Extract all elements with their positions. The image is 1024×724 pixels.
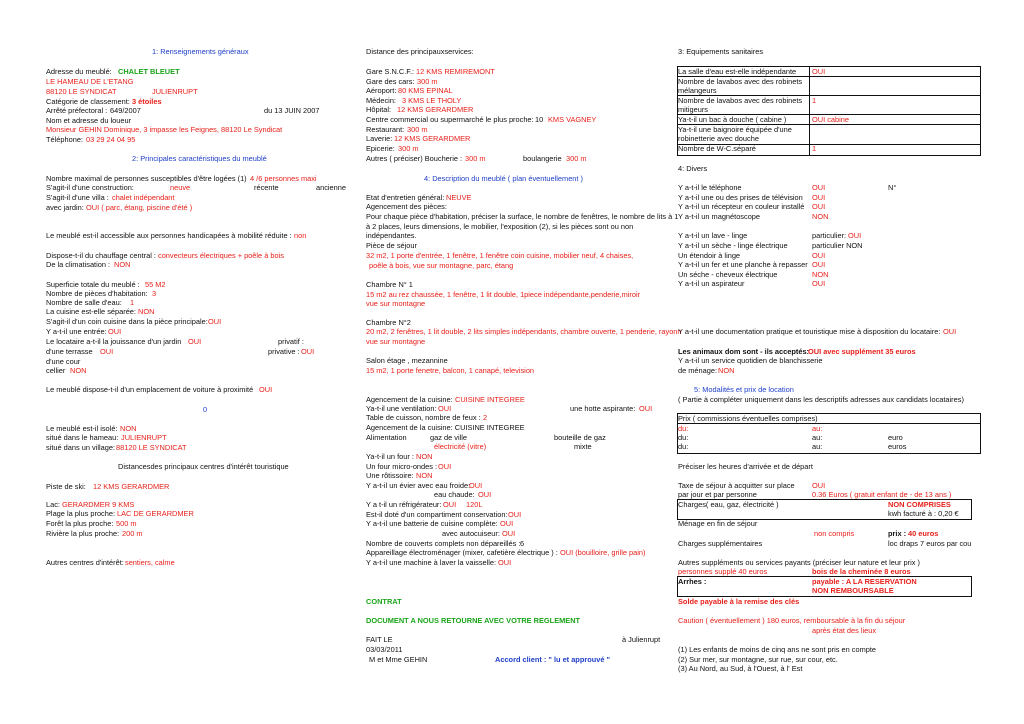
cleaning-value: NON bbox=[718, 366, 735, 375]
villa-label: S'agit-il d'une villa : bbox=[46, 193, 109, 202]
extra-person: personnes supplé 40 euros bbox=[678, 567, 768, 576]
hospital-label: Hôpital: bbox=[366, 105, 392, 114]
freezer-label: Est-il doté d'un compartiment conservation: bbox=[366, 510, 508, 519]
garden-value: OUI ( parc, étang, piscine d'été ) bbox=[86, 203, 193, 212]
not-included: non compris bbox=[814, 529, 855, 538]
footnote-2: (2) Sur mer, sur montagne, sur rue, sur cour, etc. bbox=[678, 655, 838, 664]
instructions-line-1: Pour chaque pièce d'habitation, préciser la surface, le nombre de fenêtres, le nombre de lits à 1 bbox=[366, 212, 679, 221]
vacuum-label: Y a-t-il un aspirateur bbox=[678, 279, 745, 288]
postal-code: 88120 LE SYNDICAT bbox=[46, 87, 117, 96]
hot-water-label: eau chaude: bbox=[434, 490, 475, 499]
kitchen-separate-label: La cuisine est-elle séparée: bbox=[46, 307, 136, 316]
fridge-value: OUI bbox=[443, 500, 457, 509]
kitchen-layout-2: Agencement de la cuisine: CUISINE INTEGREE bbox=[366, 423, 525, 432]
construction-neuve: neuve bbox=[170, 183, 191, 192]
lake-value: GERARDMER 9 KMS bbox=[62, 500, 135, 509]
instructions-line-2: à 2 places, leurs dimensions, le mobilier, l'exposition (2), si les pièces sont ou non bbox=[366, 222, 634, 231]
owner-names: M et Mme GEHIN bbox=[369, 655, 428, 664]
other-supplements-label: Autres suppléments ou services payants (préciser leur nature et leur prix ) bbox=[678, 558, 920, 567]
laundry-service-label: Y a-t-il un service quotidien de blanchisserie bbox=[678, 356, 823, 365]
ski-value: 12 KMS GERARDMER bbox=[93, 482, 170, 491]
per-person-value: 0.36 Euros ( gratuit enfant de - de 13 ans ) bbox=[812, 490, 952, 499]
documentation-value: OUI bbox=[943, 327, 957, 336]
bus-label: Gare des cars: bbox=[366, 77, 415, 86]
sink-value: OUI bbox=[469, 481, 483, 490]
cleaning-price-label: prix : bbox=[888, 529, 907, 538]
sanitary-row-label: Nombre de lavabos avec des robinets bbox=[678, 77, 803, 86]
instructions-line-3: indépendantes. bbox=[366, 231, 417, 240]
services-distance-title: Distance des principauxservices: bbox=[366, 47, 474, 56]
owner-label: Nom et adresse du loueur bbox=[46, 116, 132, 125]
rotisserie-label: Une rôtissoire: bbox=[366, 471, 414, 480]
tv-plug-label: Y a-t-il une ou des prises de télévision bbox=[678, 193, 803, 202]
living-room-desc-2: poêle à bois, vue sur montagne, parc, étang bbox=[369, 261, 514, 270]
bathrooms-label: Nombre de salle d'eau: bbox=[46, 298, 122, 307]
city-gas: gaz de ville bbox=[430, 433, 467, 442]
heating-value: convecteurs électriques + poêle à bois bbox=[158, 251, 284, 260]
butcher-value: 300 m bbox=[465, 154, 486, 163]
grocery-label: Epicerie: bbox=[366, 144, 395, 153]
sanitary-row-label: Nombre de W-C.séparé bbox=[678, 144, 756, 153]
price-from-1: du: bbox=[678, 424, 689, 433]
village-label: situé dans un village: bbox=[46, 443, 116, 452]
bathrooms-value: 1 bbox=[130, 298, 135, 307]
restaurant-value: 300 m bbox=[407, 125, 428, 134]
stove-value: 2 bbox=[483, 413, 488, 422]
non-refundable: NON REMBOURSABLE bbox=[812, 586, 894, 595]
section-5-title: 5: Modalités et prix de location bbox=[694, 385, 794, 394]
villa-value: chalet indépendant bbox=[112, 193, 175, 202]
per-person-label: par jour et par personne bbox=[678, 490, 757, 499]
isolated-label: Le meublé est-il isolé: bbox=[46, 424, 118, 433]
appliances-value: OUI (bouilloire, grille pain) bbox=[560, 548, 646, 557]
dryer-label: Y a-t-il un sèche - linge électrique bbox=[678, 241, 788, 250]
balance-due: Solde payable à la remise des clés bbox=[678, 597, 800, 606]
village-value: 88120 LE SYNDICAT bbox=[116, 443, 187, 452]
tv-value: OUI bbox=[812, 202, 826, 211]
beach-value: LAC DE GERARDMER bbox=[117, 509, 194, 518]
footnote-1: (1) Les enfants de moins de cinq ans ne sont pris en compte bbox=[678, 645, 877, 654]
tourist-distances-title: Distancesdes principaux centres d'intérêt touristique bbox=[118, 462, 289, 471]
grocery-value: 300 m bbox=[398, 144, 419, 153]
sanitary-row-value: OUI bbox=[812, 67, 826, 76]
river-label: Rivière la plus proche: bbox=[46, 529, 120, 538]
washer-value: OUI bbox=[848, 231, 862, 240]
lounge-desc: 15 m2, 1 porte fenetre, balcon, 1 canapé, television bbox=[366, 366, 535, 375]
garden-label: avec jardin: bbox=[46, 203, 84, 212]
price-from-3: du: bbox=[678, 442, 689, 451]
after-inspection: après état des lieux bbox=[812, 626, 877, 635]
cellar-label: cellier bbox=[46, 366, 66, 375]
cleaning-label: de ménage: bbox=[678, 366, 718, 375]
doctor-label: Médecin: bbox=[366, 96, 396, 105]
shopping-distance: 10 bbox=[535, 115, 544, 124]
phone-number-label: N° bbox=[888, 183, 897, 192]
cutlery-label: Nombre de couverts complets non dépareillés : bbox=[366, 539, 521, 548]
capacity-value: 4 /6 personnes maxi bbox=[250, 174, 317, 183]
surface-value: 55 M2 bbox=[145, 280, 166, 289]
fridge-label: Y a t-il un réfrigérateur: bbox=[366, 500, 442, 509]
kitchen-separate-value: NON bbox=[138, 307, 155, 316]
hood-value: OUI bbox=[639, 404, 653, 413]
firewood: bois de la cheminée 8 euros bbox=[812, 567, 911, 576]
charges-value: NON COMPRISES bbox=[888, 500, 951, 509]
category-label: Catégorie de classement: bbox=[46, 97, 130, 106]
hairdryer-label: Un séche - cheveux électrique bbox=[678, 270, 778, 279]
sanitary-row-label: Ya-t-il une baignoire équipée d'une bbox=[678, 125, 792, 134]
construction-recente: récente bbox=[254, 183, 279, 192]
heating-label: Dispose-t-il du chauffage central : bbox=[46, 251, 156, 260]
isolated-value: NON bbox=[120, 424, 137, 433]
address-name: CHALET BLEUET bbox=[118, 67, 180, 76]
price-from-2: du: bbox=[678, 433, 689, 442]
tv-plug-value: OUI bbox=[812, 193, 826, 202]
phone-value: OUI bbox=[812, 183, 826, 192]
lake-label: Lac: bbox=[46, 500, 60, 509]
ac-label: De la climatisation : bbox=[46, 260, 111, 269]
address-label: Adresse du meublé: bbox=[46, 67, 112, 76]
extra-charges-value: loc draps 7 euros par cou bbox=[888, 539, 972, 548]
microwave-label: Un four micro-ondes : bbox=[366, 462, 438, 471]
sanitary-row-label: mitigeurs bbox=[678, 105, 708, 114]
section-5-subtitle: ( Partie à compléter uniquement dans les descriptifs adresses aux candidats locataires) bbox=[678, 395, 964, 404]
construction-label: S'agit-il d'une construction: bbox=[46, 183, 134, 192]
pets-label: Les animaux dom sont - ils acceptés: bbox=[678, 347, 810, 356]
microwave-value: OUI bbox=[438, 462, 452, 471]
forest-value: 500 m bbox=[116, 519, 137, 528]
sanitary-row-label: Nombre de lavabos avec des robinets bbox=[678, 96, 803, 105]
price-label: Prix ( commissions éventuelles comprises) bbox=[678, 414, 818, 423]
lounge-label: Salon étage , mezannine bbox=[366, 356, 448, 365]
condition-value: NEUVE bbox=[446, 193, 472, 202]
living-room-label: Pièce de séjour bbox=[366, 241, 417, 250]
documentation-label: Y a-t-il une documentation pratique et touristique mise à disposition du locataire: bbox=[678, 327, 941, 336]
section-1-title: 1: Renseignements généraux bbox=[152, 47, 249, 56]
sink-label: Y a-t-il un évier avec eau froide: bbox=[366, 481, 471, 490]
hood-label: une hotte aspirante: bbox=[570, 404, 636, 413]
kitchen-corner-value: OUI bbox=[208, 317, 222, 326]
terrace-label: d'une terrasse bbox=[46, 347, 93, 356]
contract-title: CONTRAT bbox=[366, 597, 402, 606]
kitchen-layout-label: Agencement de la cuisine: bbox=[366, 395, 453, 404]
hospital-value: 12 KMS GERARDMER bbox=[397, 105, 474, 114]
pressure-cooker-value: OUI bbox=[502, 529, 516, 538]
kitchen-layout-value: CUISINE INTEGREE bbox=[455, 395, 525, 404]
category-value: 3 étoiles bbox=[132, 97, 162, 106]
electricity: électricité (vitre) bbox=[434, 442, 487, 451]
shopping-value: KMS VAGNEY bbox=[548, 115, 597, 124]
other-interests-value: sentiers, calme bbox=[125, 558, 175, 567]
dishwasher-label: Y a-t-il une machine à laver la vaisselle: bbox=[366, 558, 497, 567]
oven-label: Ya-t-il un four : bbox=[366, 452, 414, 461]
clothesline-label: Un étendoir à linge bbox=[678, 251, 741, 260]
appliances-label: Appareillage électroménager (mixer, cafetière électrique ) : bbox=[366, 548, 558, 557]
butcher-label: Autres ( préciser) Boucherie : bbox=[366, 154, 463, 163]
cellar-value: NON bbox=[70, 366, 87, 375]
bedroom-1-desc-1: 15 m2 au rez chaussée, 1 fenêtre, 1 lit double, 1piece indépendante,penderie,miroir bbox=[366, 290, 641, 299]
airport-label: Aéroport: bbox=[366, 86, 397, 95]
handicap-label: Le meublé est-il accessible aux personnes handicapées à mobilité réduite : bbox=[46, 231, 292, 240]
living-room-desc-1: 32 m2, 1 porte d'entrée, 1 fenêtre, 1 fenêtre coin cuisine, mobilier neuf, 4 chaises, bbox=[366, 251, 634, 260]
tourist-tax-value: OUI bbox=[812, 481, 826, 490]
bakery-value: 300 m bbox=[566, 154, 587, 163]
restaurant-label: Restaurant: bbox=[366, 125, 405, 134]
yard-label: d'une cour bbox=[46, 357, 81, 366]
oven-value: NON bbox=[416, 452, 433, 461]
parking-label: Le meublé dispose-t-il d'un emplacement de voiture à proximité bbox=[46, 385, 254, 394]
section-4-misc-title: 4: Divers bbox=[678, 164, 708, 173]
parking-value: OUI bbox=[259, 385, 273, 394]
cutlery-value: 6 bbox=[520, 539, 525, 548]
ventilation-label: Ya-t-il une ventilation: bbox=[366, 404, 437, 413]
laundry-label: Laverie: bbox=[366, 134, 393, 143]
bedroom-2-desc-1: 20 m2, 2 fenêtres, 1 lit double, 2 lits simples indépendants, chambre ouverte, 1 penderie, rayonn bbox=[366, 327, 682, 336]
bakery-label: boulangerie bbox=[523, 154, 562, 163]
section-4-title: 4: Description du meublé ( plan éventuellement ) bbox=[424, 174, 583, 183]
phone-value: 03 29 24 04 95 bbox=[86, 135, 136, 144]
cookware-label: Y a-t-il une batterie de cuisine complète: bbox=[366, 519, 498, 528]
beach-label: Plage la plus proche: bbox=[46, 509, 116, 518]
washer-label: Y a-t-il un lave - linge bbox=[678, 231, 748, 240]
section-2-title: 2: Principales caractéristiques du meublé bbox=[132, 154, 267, 163]
signed-date: 03/03/2011 bbox=[366, 645, 403, 654]
sanitary-row-label: Ya-t-il un bac à douche ( cabine ) bbox=[678, 115, 787, 124]
deposit-value: payable : A LA RESERVATION bbox=[812, 577, 917, 586]
bedroom-1-desc-2: vue sur montagne bbox=[366, 299, 426, 308]
freezer-value: OUI bbox=[508, 510, 522, 519]
tourist-tax-label: Taxe de séjour à acquitter sur place bbox=[678, 481, 795, 490]
dishwasher-value: OUI bbox=[498, 558, 512, 567]
pets-value: OUI avec supplément 35 euros bbox=[808, 347, 916, 356]
entrance-label: Y a-t-il une entrée: bbox=[46, 327, 107, 336]
extra-charges-label: Charges supplémentaires bbox=[678, 539, 763, 548]
kitchen-corner-label: S'agit-il d'un coin cuisine dans la pièce principale: bbox=[46, 317, 208, 326]
vcr-label: Y a-t-il un magnétoscope bbox=[678, 212, 761, 221]
construction-ancienne: ancienne bbox=[316, 183, 346, 192]
price-to-1: au: bbox=[812, 424, 823, 433]
capacity-label: Nombre maximal de personnes susceptibles d'être logées (1) bbox=[46, 174, 247, 183]
handicap-value: non bbox=[294, 231, 307, 240]
vcr-value: NON bbox=[812, 212, 829, 221]
sanitary-row-label: mélangeurs bbox=[678, 86, 717, 95]
price-currency-2: euro bbox=[888, 433, 903, 442]
bedroom-2-desc-2: vue sur montagne bbox=[366, 337, 426, 346]
garden-use-label: Le locataire a-t-il la jouissance d'un jardin bbox=[46, 337, 182, 346]
bus-value: 300 m bbox=[417, 77, 438, 86]
private-label: privatif : bbox=[278, 337, 304, 346]
private-terrace-label: privative : bbox=[268, 347, 300, 356]
train-value: 12 KMS REMIREMONT bbox=[416, 67, 495, 76]
garden-use-value: OUI bbox=[188, 337, 202, 346]
washer-private-label: particulier: bbox=[812, 231, 847, 240]
mixed: mixte bbox=[574, 442, 592, 451]
entrance-value: OUI bbox=[108, 327, 122, 336]
kwh-price: kwh facturé à : 0,20 € bbox=[888, 509, 959, 518]
stove-label: Table de cuisson, nombre de feux : bbox=[366, 413, 481, 422]
footnote-3: (3) Au Nord, au Sud, à l'Ouest, à l' Est bbox=[678, 664, 803, 673]
bottled-gas: bouteille de gaz bbox=[554, 433, 606, 442]
train-label: Gare S.N.C.F.: bbox=[366, 67, 415, 76]
sanitary-row-label: La salle d'eau est-elle indépendante bbox=[678, 67, 797, 76]
cleaning-price-value: 40 euros bbox=[908, 529, 939, 538]
hamlet-label: situé dans le hameau: bbox=[46, 433, 119, 442]
doctor-value: 3 KMS LE THOLY bbox=[402, 96, 462, 105]
sanitary-row-value: OUI cabine bbox=[812, 115, 849, 124]
charges-label: Charges( eau, gaz, électricité ) bbox=[678, 500, 779, 509]
phone-label: Y a-t-il le téléphone bbox=[678, 183, 742, 192]
ventilation-value: OUI bbox=[438, 404, 452, 413]
clothesline-value: OUI bbox=[812, 251, 826, 260]
client-agreement: Accord client : " lu et approuvé " bbox=[495, 655, 611, 664]
section-3-title: 3: Equipements sanitaires bbox=[678, 47, 764, 56]
hameau: LE HAMEAU DE L'ETANG bbox=[46, 77, 134, 86]
iron-label: Y a-t-il un fer et une planche à repasser bbox=[678, 260, 808, 269]
sanitary-row-value: 1 bbox=[812, 96, 817, 105]
rooms-label: Nombre de pièces d'habitation: bbox=[46, 289, 148, 298]
dryer-value: particulier NON bbox=[812, 241, 863, 250]
shopping-label: Centre commercial ou supermarché le plus proche: bbox=[366, 115, 534, 124]
rotisserie-value: NON bbox=[416, 471, 433, 480]
arrival-departure-label: Préciser les heures d'arrivée et de départ bbox=[678, 462, 813, 471]
arrete-date: du 13 JUIN 2007 bbox=[264, 106, 320, 115]
fridge-capacity: 120L bbox=[466, 500, 483, 509]
arrete-label: Arrêté préfectoral : bbox=[46, 106, 108, 115]
price-to-2: au: bbox=[812, 433, 823, 442]
ac-value: NON bbox=[114, 260, 131, 269]
final-cleaning-label: Ménage en fin de séjour bbox=[678, 519, 758, 528]
price-currency-3: euros bbox=[888, 442, 907, 451]
return-document-note: DOCUMENT A NOUS RETOURNE AVEC VOTRE REGLEMENT bbox=[366, 616, 581, 625]
caution: Caution ( éventuellement ) 180 euros, remboursable à la fin du séjour bbox=[678, 616, 906, 625]
rooms-value: 3 bbox=[152, 289, 157, 298]
sanitary-row-label: robinetterie avec douche bbox=[678, 134, 759, 143]
iron-value: OUI bbox=[812, 260, 826, 269]
surface-label: Superficie totale du meublé : bbox=[46, 280, 140, 289]
hamlet-value: JULIENRUPT bbox=[121, 433, 167, 442]
zero-value: 0 bbox=[203, 405, 208, 414]
private-terrace-value: OUI bbox=[301, 347, 315, 356]
cookware-value: OUI bbox=[500, 519, 514, 528]
owner-address: Monsieur GEHIN Dominique, 3 impasse les Feignes, 88120 Le Syndicat bbox=[46, 125, 283, 134]
arrete-number: 649/2007 bbox=[110, 106, 141, 115]
vacuum-value: OUI bbox=[812, 279, 826, 288]
power-label: Alimentation bbox=[366, 433, 407, 442]
layout-label: Agencement des pièces: bbox=[366, 202, 447, 211]
city: JULIENRUPT bbox=[152, 87, 198, 96]
tv-label: Y a-t-il un récepteur en couleur installé bbox=[678, 202, 805, 211]
airport-value: 80 KMS EPINAL bbox=[398, 86, 453, 95]
river-value: 200 m bbox=[122, 529, 143, 538]
ski-label: Piste de ski: bbox=[46, 482, 86, 491]
deposit-label: Arrhes : bbox=[678, 577, 707, 586]
signed-place: à Julienrupt bbox=[622, 635, 661, 644]
forest-label: Forêt la plus proche: bbox=[46, 519, 114, 528]
signed-at-label: FAIT LE bbox=[366, 635, 393, 644]
bedroom-1-label: Chambre N° 1 bbox=[366, 280, 413, 289]
other-interests-label: Autres centres d'intérêt: bbox=[46, 558, 124, 567]
phone-label: Téléphone: bbox=[46, 135, 83, 144]
price-to-3: au: bbox=[812, 442, 823, 451]
terrace-value: OUI bbox=[100, 347, 114, 356]
sanitary-row-value: 1 bbox=[812, 144, 817, 153]
pressure-cooker-label: avec autocuiseur: bbox=[442, 529, 500, 538]
condition-label: Etat d'entretien général: bbox=[366, 193, 445, 202]
hairdryer-value: NON bbox=[812, 270, 829, 279]
bedroom-2-label: Chambre N°2 bbox=[366, 318, 411, 327]
hot-water-value: OUI bbox=[478, 490, 492, 499]
laundry-value: 12 KMS GERARDMER bbox=[394, 134, 471, 143]
